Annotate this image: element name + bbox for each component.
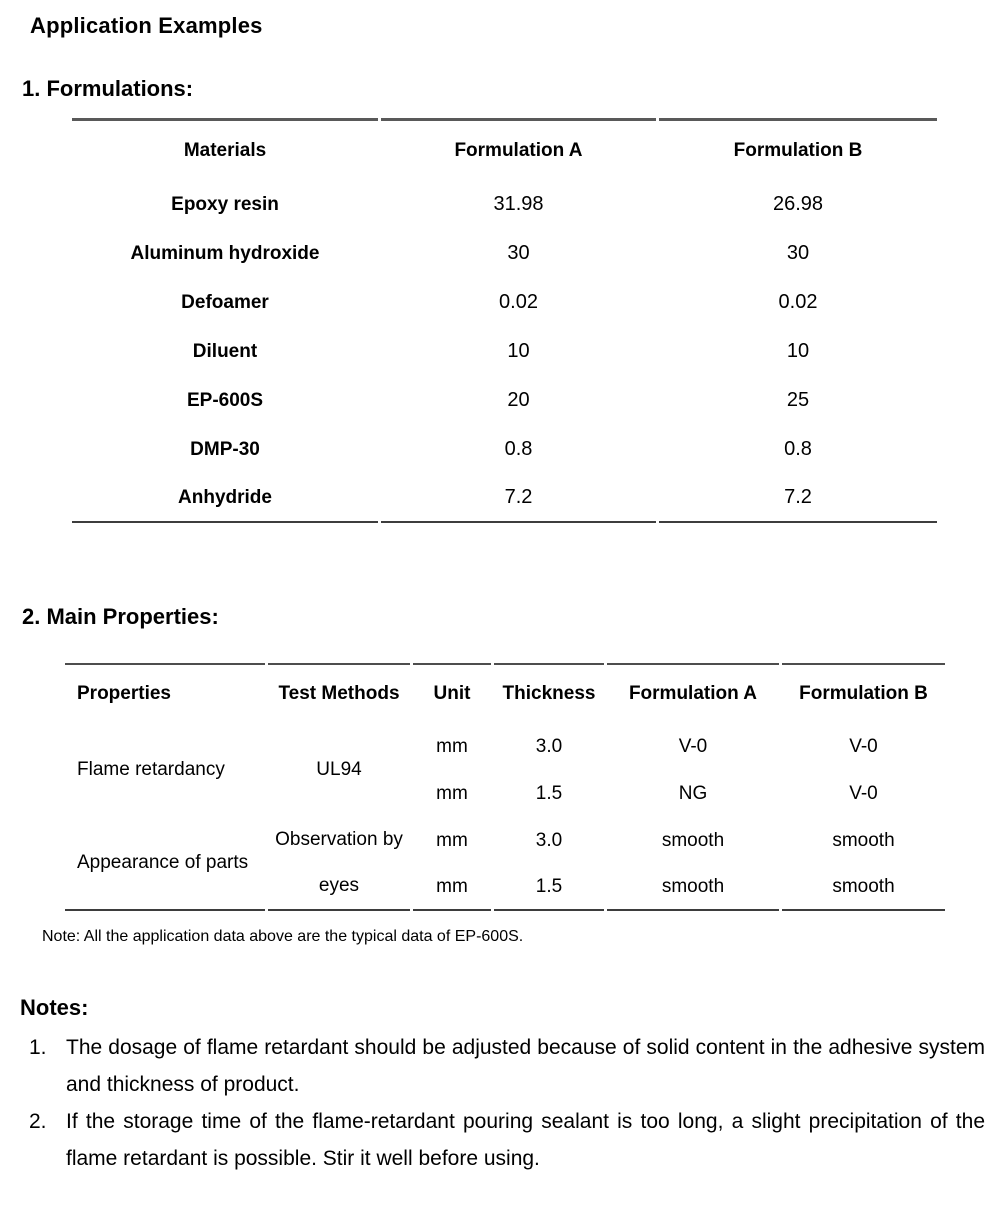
material-name: Epoxy resin [171, 193, 279, 215]
result-cell: V-0 [849, 782, 878, 804]
value-cell: 31.98 [493, 193, 544, 215]
value-cell: 10 [786, 340, 810, 362]
material-name: EP-600S [186, 389, 264, 411]
table-row [72, 229, 937, 278]
result-cell: V-0 [678, 735, 708, 757]
column-header-formulation-a: Formulation A [381, 118, 656, 180]
value-cell: 0.02 [778, 291, 818, 313]
section-heading-notes: Notes: [20, 995, 89, 1020]
property-name: Appearance of parts [65, 817, 265, 911]
value-cell: 25 [786, 389, 810, 411]
list-item-number: 1. [29, 1036, 47, 1059]
table-row [72, 180, 937, 229]
value-cell: 10 [507, 340, 530, 362]
list-item-text: If the storage time of the flame-retardant pouring sealant is too long, a slight precipitation of the flame retardant is possible. Stir it well before using. [66, 1110, 985, 1170]
value-cell: 7.2 [381, 474, 656, 523]
list-item [29, 1104, 985, 1177]
result-cell: V-0 [849, 735, 878, 757]
property-name: Flame retardancy [77, 759, 225, 780]
value-cell: 7.2 [659, 474, 937, 523]
column-header-test-methods: Test Methods [268, 663, 410, 723]
unit-cell: mm [436, 782, 468, 804]
column-header-formulation-b: Formulation B [782, 663, 945, 723]
table-row [72, 278, 937, 327]
result-cell: smooth [782, 864, 945, 911]
result-cell: smooth [832, 829, 895, 851]
result-cell: smooth [661, 829, 725, 851]
table-row [72, 376, 937, 425]
column-header-materials: Materials [72, 118, 378, 180]
table-row [72, 327, 937, 376]
column-header-properties: Properties [65, 663, 265, 723]
unit-cell: mm [413, 864, 491, 911]
properties-table [62, 663, 948, 911]
material-name: Defoamer [181, 291, 269, 313]
value-cell: 0.8 [504, 438, 533, 460]
section-heading-formulations: 1. Formulations: [22, 76, 194, 101]
list-item-text: The dosage of flame retardant should be adjusted because of solid content in the adhesive system and thickness of product. [66, 1036, 985, 1096]
result-cell: NG [678, 782, 708, 804]
section-heading-main-properties: 2. Main Properties: [22, 604, 219, 629]
table-header-row [65, 663, 945, 723]
notes-list [29, 1030, 985, 1177]
table-note: Note: All the application data above are the typical data of EP-600S. [42, 928, 524, 945]
unit-cell: mm [436, 735, 468, 757]
column-header-thickness: Thickness [494, 663, 604, 723]
table-row [65, 723, 945, 770]
list-item [29, 1030, 985, 1103]
result-cell: smooth [607, 864, 779, 911]
value-cell: 20 [507, 389, 530, 411]
material-name: DMP-30 [190, 438, 260, 460]
value-cell: 30 [786, 242, 810, 264]
formulations-table [69, 118, 940, 523]
column-header-formulation-b: Formulation B [659, 118, 937, 180]
unit-cell: mm [436, 829, 468, 851]
thickness-cell: 3.0 [535, 829, 563, 851]
test-method: Observation by eyes [268, 817, 410, 911]
value-cell: 26.98 [772, 193, 824, 215]
thickness-cell: 3.0 [535, 735, 563, 757]
material-name: Aluminum hydroxide [130, 242, 320, 264]
thickness-cell: 1.5 [535, 782, 563, 804]
thickness-cell: 1.5 [494, 864, 604, 911]
page-title: Application Examples [30, 13, 263, 38]
value-cell: 30 [507, 242, 530, 264]
test-method: UL94 [316, 759, 362, 780]
value-cell: 0.8 [784, 438, 812, 460]
material-name: Anhydride [72, 474, 378, 523]
material-name: Diluent [192, 340, 258, 362]
table-header-row [72, 118, 937, 180]
value-cell: 0.02 [499, 291, 538, 313]
column-header-formulation-a: Formulation A [607, 663, 779, 723]
list-item-number: 2. [29, 1110, 47, 1133]
table-row [72, 474, 937, 523]
table-row [65, 817, 945, 864]
table-row [72, 425, 937, 474]
column-header-unit: Unit [413, 663, 491, 723]
